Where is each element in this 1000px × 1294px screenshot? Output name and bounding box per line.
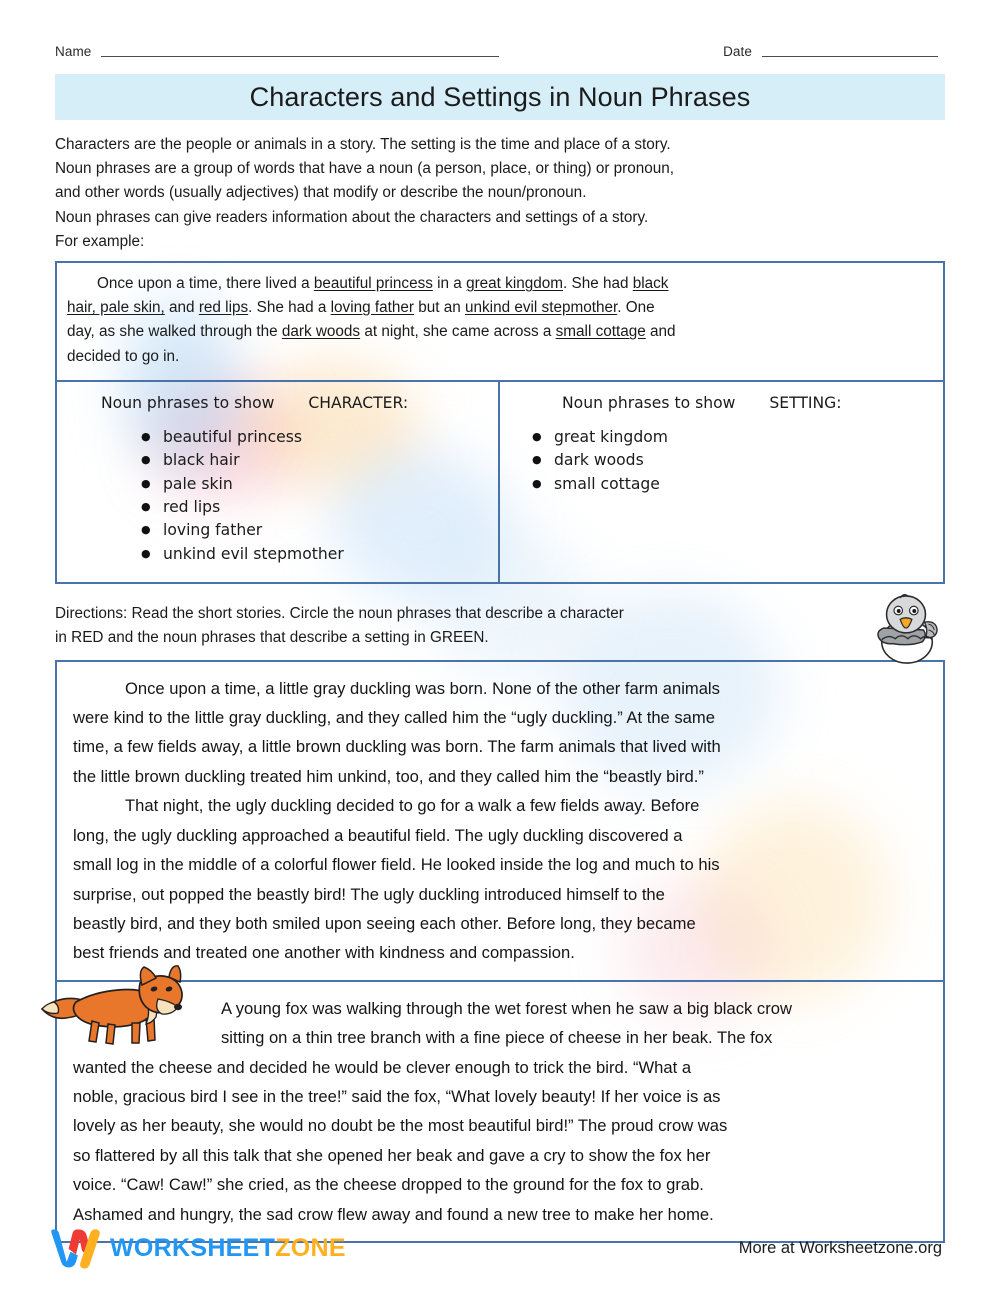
example-line	[67, 272, 931, 296]
story-fox-and-crow	[57, 980, 943, 1241]
example-text-run: and	[645, 323, 676, 341]
story-text: Once upon a time, a little gray duckling was born. None of the other farm animals	[125, 678, 720, 698]
example-passage	[57, 263, 943, 380]
setting-column	[500, 382, 943, 582]
setting-heading-prefix: Noun phrases to show	[562, 393, 736, 412]
setting-phrase-list	[500, 426, 943, 496]
noun-phrase-underline: great kingdom	[466, 275, 563, 293]
intro-line: Noun phrases can give readers information about the characters and settings of a story.	[55, 208, 649, 226]
story-line: were kind to the little gray duckling, and they called him the “ugly duckling.” At the same	[73, 708, 715, 728]
intro-line: and other words (usually adjectives) that modify or describe the noun/pronoun.	[55, 184, 587, 202]
character-heading-label: CHARACTER:	[308, 393, 409, 412]
title-banner	[55, 74, 945, 120]
example-text-run: but an	[413, 299, 466, 317]
example-line	[67, 296, 931, 320]
character-column-heading	[57, 394, 498, 412]
example-text-run: . One	[617, 299, 655, 317]
example-line: decided to go in.	[67, 347, 180, 365]
logo-text-zone: ZONE	[275, 1233, 346, 1262]
list-item: ● dark woods	[532, 449, 943, 472]
story-line: long, the ugly duckling approached a beautiful field. The ugly duckling discovered a	[73, 825, 683, 845]
directions-line: Directions: Read the short stories. Circle the noun phrases that describe a character	[55, 605, 624, 623]
logo-text	[110, 1234, 346, 1263]
date-write-line[interactable]	[762, 56, 938, 57]
intro-line: Noun phrases are a group of words that have a noun (a person, place, or thing) or pronoun,	[55, 160, 675, 178]
noun-phrase-underline: dark woods	[281, 323, 361, 341]
directions-text	[55, 602, 945, 650]
story-line: best friends and treated one another with kindness and compassion.	[73, 943, 575, 963]
story-line: lovely as her beauty, she would no doubt be the most beautiful bird!” The proud crow was	[73, 1116, 728, 1136]
date-label: Date	[723, 44, 752, 59]
story-line	[73, 791, 929, 820]
story-line: the little brown duckling treated him unkind, too, and they called him the “beastly bird.”	[73, 766, 704, 786]
page-title: Characters and Settings in Noun Phrases	[249, 81, 751, 112]
intro-line: Characters are the people or animals in a story. The setting is the time and place of a story.	[55, 136, 671, 153]
example-line	[67, 320, 931, 344]
setting-heading-label: SETTING:	[769, 393, 842, 412]
list-item: ● loving father	[141, 519, 498, 542]
fox-icon	[36, 965, 188, 1047]
example-text-run: in a	[432, 275, 467, 293]
list-item: ● small cottage	[532, 473, 943, 496]
noun-phrase-underline: hair, pale skin,	[67, 299, 165, 317]
story-text: That night, the ugly duckling decided to go for a walk a few fields away. Before	[125, 796, 700, 816]
example-text-run: at night, she came across a	[360, 323, 556, 341]
character-heading-prefix: Noun phrases to show	[101, 393, 275, 412]
noun-phrase-columns	[57, 380, 943, 582]
story-line: noble, gracious bird I see in the tree!” said the fox, “What lovely beauty! If her voice is as	[73, 1086, 721, 1106]
stories-box	[55, 660, 945, 1243]
story-line: small log in the middle of a colorful flower field. He looked inside the log and much to his	[73, 855, 720, 875]
noun-phrase-underline: small cottage	[555, 323, 646, 341]
chick-in-egg-icon	[868, 593, 946, 665]
directions-line: in RED and the noun phrases that describe a setting in GREEN.	[55, 629, 489, 647]
story-line: Ashamed and hungry, the sad crow flew away and found a new tree to make her home.	[73, 1204, 714, 1224]
intro-line: For example:	[55, 232, 145, 250]
name-write-line[interactable]	[101, 56, 499, 57]
worksheetzone-logo[interactable]	[50, 1226, 346, 1270]
character-column	[57, 382, 500, 582]
logo-text-worksheet: WORKSHEET	[110, 1233, 276, 1262]
story-line	[73, 674, 929, 703]
list-item: ● beautiful princess	[141, 426, 498, 449]
noun-phrase-underline: loving father	[330, 299, 414, 317]
character-phrase-list	[57, 426, 498, 566]
list-item: ● pale skin	[141, 473, 498, 496]
intro-text	[55, 133, 945, 254]
story-line	[73, 994, 929, 1023]
story-line: time, a few fields away, a little brown duckling was born. The farm animals that lived with	[73, 737, 721, 757]
story-line: wanted the cheese and decided he would be clever enough to trick the bird. “What a	[73, 1057, 692, 1077]
footer	[0, 1226, 1000, 1270]
date-field[interactable]	[723, 44, 938, 60]
header-row	[0, 0, 1000, 60]
worksheetzone-w-icon	[50, 1226, 102, 1270]
noun-phrase-underline: beautiful princess	[313, 275, 433, 293]
story-ugly-duckling	[57, 662, 943, 980]
story-line: beastly bird, and they both smiled upon seeing each other. Before long, they became	[73, 913, 696, 933]
list-item: ● unkind evil stepmother	[141, 543, 498, 566]
story-text: sitting on a thin tree branch with a fine piece of cheese in her beak. The fox	[221, 1028, 773, 1048]
example-text-run: Once upon a time, there lived a	[97, 275, 314, 293]
name-field[interactable]	[55, 44, 499, 60]
example-text-run: . She had a	[248, 299, 331, 317]
story-line	[73, 1023, 929, 1052]
list-item: ● red lips	[141, 496, 498, 519]
noun-phrase-underline: red lips	[198, 299, 249, 317]
list-item: ● great kingdom	[532, 426, 943, 449]
story-line: surprise, out popped the beastly bird! The ugly duckling introduced himself to the	[73, 884, 665, 904]
story-line: voice. “Caw! Caw!” she cried, as the cheese dropped to the ground for the fox to grab.	[73, 1175, 704, 1195]
setting-column-heading	[500, 394, 943, 412]
example-text-run: . She had	[563, 275, 633, 293]
noun-phrase-underline: unkind evil stepmother	[465, 299, 618, 317]
example-text-run: day, as she walked through the	[67, 323, 282, 341]
noun-phrase-underline: black	[632, 275, 669, 293]
example-box	[55, 261, 945, 584]
story-text: A young fox was walking through the wet forest when he saw a big black crow	[221, 998, 792, 1018]
footer-more-at: More at Worksheetzone.org	[738, 1238, 942, 1257]
name-label: Name	[55, 44, 92, 59]
story-line: so flattered by all this talk that she opened her beak and gave a cry to show the fox her	[73, 1145, 711, 1165]
list-item: ● black hair	[141, 449, 498, 472]
example-text-run: and	[164, 299, 199, 317]
